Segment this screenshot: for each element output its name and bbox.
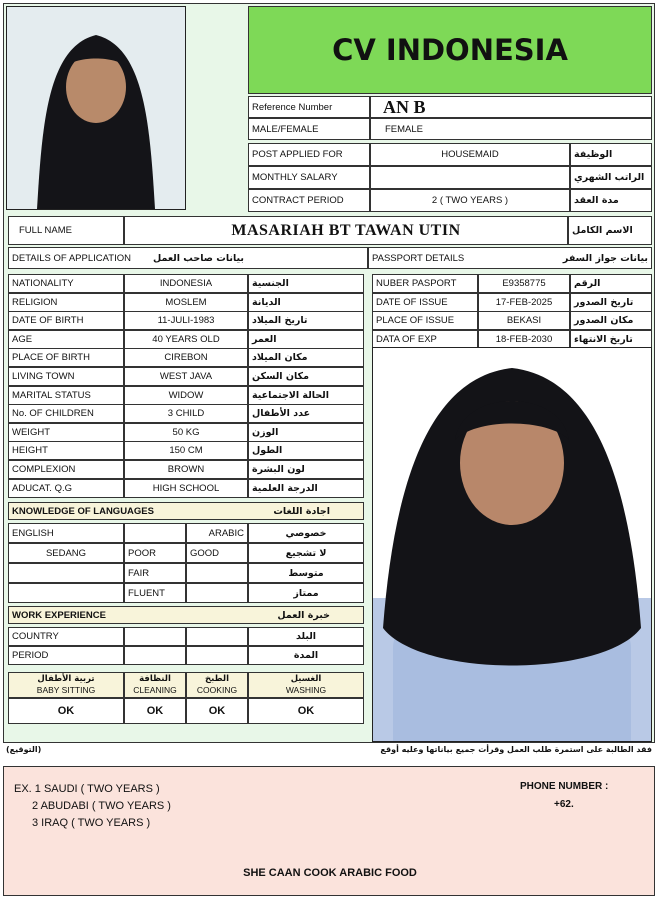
details-application-label: DETAILS OF APPLICATION xyxy=(12,252,131,264)
name-label xyxy=(8,216,124,245)
personal-label: No. OF CHILDREN xyxy=(8,404,124,423)
passport-label: DATA OF EXP xyxy=(372,330,478,349)
passport-value: BEKASI xyxy=(478,311,570,330)
skill-header xyxy=(8,672,124,698)
passport-details-ar: بيانات جواز السفر xyxy=(562,252,648,264)
personal-value: WEST JAVA xyxy=(124,367,248,386)
personal-label: ADUCAT. Q.G xyxy=(8,479,124,498)
personal-ar: الدرجة العلمية xyxy=(248,479,364,498)
personal-value: 50 KG xyxy=(124,423,248,442)
passport-ar: تاريخ الصدور xyxy=(570,293,652,312)
skill-header xyxy=(248,672,364,698)
lang-ar-row2: لا تشجيع xyxy=(248,543,364,563)
passport-ar: مكان الصدور xyxy=(570,311,652,330)
personal-label: DATE OF BIRTH xyxy=(8,311,124,330)
personal-ar: الديانة xyxy=(248,293,364,312)
lang-fluent: FLUENT xyxy=(124,583,186,603)
details-application xyxy=(8,247,368,269)
lang-fair: FAIR xyxy=(124,563,186,583)
lang-ar-row3: متوسط xyxy=(248,563,364,583)
lang-blank2 xyxy=(8,563,124,583)
personal-value: WIDOW xyxy=(124,386,248,405)
salary-label: MONTHLY SALARY xyxy=(248,166,370,189)
skill-header xyxy=(186,672,248,698)
work-country-v2 xyxy=(186,627,248,646)
skill-en: CLEANING xyxy=(133,685,177,695)
personal-label: MARITAL STATUS xyxy=(8,386,124,405)
phone-value: +62. xyxy=(554,799,574,810)
personal-ar: لون البشرة xyxy=(248,460,364,479)
skill-ar: الغسيل xyxy=(290,674,322,684)
personal-label: WEIGHT xyxy=(8,423,124,442)
skill-header xyxy=(124,672,186,698)
cooking-note: SHE CAAN COOK ARABIC FOOD xyxy=(243,867,417,879)
gender-value: FEMALE xyxy=(370,118,652,140)
portrait-photo-small xyxy=(6,6,186,210)
passport-ar: تاريخ الانتهاء xyxy=(570,330,652,349)
title-banner xyxy=(248,6,652,94)
passport-value: 17-FEB-2025 xyxy=(478,293,570,312)
passport-details xyxy=(368,247,652,269)
personal-ar: الوزن xyxy=(248,423,364,442)
lang-blank5 xyxy=(186,583,248,603)
personal-ar: الحالة الاجتماعية xyxy=(248,386,364,405)
contract-ar: مدة العقد xyxy=(570,189,652,212)
work-header xyxy=(8,606,364,624)
ref-value-text: AN B xyxy=(383,96,426,117)
phone-label: PHONE NUMBER : xyxy=(520,781,609,792)
skill-ar: الطبخ xyxy=(205,674,229,684)
work-period-ar: المدة xyxy=(248,646,364,665)
ref-value xyxy=(370,96,652,118)
skill-value: OK xyxy=(124,698,186,724)
personal-value: INDONESIA xyxy=(124,274,248,293)
work-country-ar: البلد xyxy=(248,627,364,646)
salary-value xyxy=(370,166,570,189)
languages-header xyxy=(8,502,364,520)
contract-value: 2 ( TWO YEARS ) xyxy=(370,189,570,212)
skill-en: BABY SITTING xyxy=(36,685,96,695)
lang-arabic: ARABIC xyxy=(186,523,248,543)
post-ar: الوظيفة xyxy=(570,143,652,166)
work-period: PERIOD xyxy=(8,646,124,665)
lang-poor: POOR xyxy=(124,543,186,563)
lang-good: GOOD xyxy=(186,543,248,563)
personal-value: 3 CHILD xyxy=(124,404,248,423)
skill-en: COOKING xyxy=(196,685,238,695)
personal-label: LIVING TOWN xyxy=(8,367,124,386)
lang-ar-row4: ممتاز xyxy=(248,583,364,603)
personal-ar: مكان السكن xyxy=(248,367,364,386)
details-application-ar: بيانات صاحب العمل xyxy=(152,252,244,264)
languages-title-ar: اجادة اللغات xyxy=(273,505,330,517)
skill-en: WASHING xyxy=(285,685,327,695)
passport-value: 18-FEB-2030 xyxy=(478,330,570,349)
personal-value: MOSLEM xyxy=(124,293,248,312)
personal-value: 11-JULI-1983 xyxy=(124,311,248,330)
work-title: WORK EXPERIENCE xyxy=(12,609,106,621)
name-value-text: MASARIAH BT TAWAN UTIN xyxy=(231,221,461,239)
skill-value: OK xyxy=(8,698,124,724)
lang-ar-row1: خصوصي xyxy=(248,523,364,543)
passport-label: NUBER PASPORT xyxy=(372,274,478,293)
personal-value: BROWN xyxy=(124,460,248,479)
name-ar: الاسم الكامل xyxy=(568,216,652,245)
skill-ar: النظافة xyxy=(139,674,171,684)
personal-value: 150 CM xyxy=(124,441,248,460)
experience-item: 2 ABUDABI ( TWO YEARS ) xyxy=(32,800,171,812)
work-country: COUNTRY xyxy=(8,627,124,646)
passport-ar: الرقم xyxy=(570,274,652,293)
page-title: CV INDONESIA xyxy=(332,33,568,67)
salary-ar: الراتب الشهري xyxy=(570,166,652,189)
personal-ar: عدد الأطفال xyxy=(248,404,364,423)
work-title-ar: خبرة العمل xyxy=(277,609,330,621)
skill-ar: تربية الأطفال xyxy=(37,674,95,684)
personal-label: COMPLEXION xyxy=(8,460,124,479)
notes-box xyxy=(3,766,655,896)
personal-value: 40 YEARS OLD xyxy=(124,330,248,349)
personal-value: CIREBON xyxy=(124,348,248,367)
lang-blank4 xyxy=(8,583,124,603)
personal-ar: الجنسية xyxy=(248,274,364,293)
signature-label: (التوقيع) xyxy=(6,745,42,754)
personal-label: AGE xyxy=(8,330,124,349)
lang-blank3 xyxy=(186,563,248,583)
passport-label: DATE OF ISSUE xyxy=(372,293,478,312)
work-country-v1 xyxy=(124,627,186,646)
experience-item: EX. 1 SAUDI ( TWO YEARS ) xyxy=(14,783,160,795)
name-value xyxy=(124,216,568,245)
personal-label: NATIONALITY xyxy=(8,274,124,293)
passport-label: PLACE OF ISSUE xyxy=(372,311,478,330)
experience-item: 3 IRAQ ( TWO YEARS ) xyxy=(32,817,151,829)
personal-label: HEIGHT xyxy=(8,441,124,460)
passport-details-label: PASSPORT DETAILS xyxy=(372,252,465,264)
personal-ar: العمر xyxy=(248,330,364,349)
skill-value: OK xyxy=(248,698,364,724)
lang-english-level: SEDANG xyxy=(8,543,124,563)
languages-title: KNOWLEDGE OF LANGUAGES xyxy=(12,505,154,517)
contract-label: CONTRACT PERIOD xyxy=(248,189,370,212)
ref-label: Reference Number xyxy=(248,96,370,118)
personal-ar: الطول xyxy=(248,441,364,460)
post-value: HOUSEMAID xyxy=(370,143,570,166)
personal-label: PLACE OF BIRTH xyxy=(8,348,124,367)
lang-english: ENGLISH xyxy=(8,523,124,543)
passport-value: E9358775 xyxy=(478,274,570,293)
experience-list xyxy=(14,781,171,832)
full-photo xyxy=(372,347,652,742)
gender-label: MALE/FEMALE xyxy=(248,118,370,140)
personal-ar: مكان الميلاد xyxy=(248,348,364,367)
statement-ar: فقد الطالبة على استمرة طلب العمل وقرأت جميع بياناتها وعليه أوقع xyxy=(380,745,652,754)
post-label: POST APPLIED FOR xyxy=(248,143,370,166)
lang-blank1 xyxy=(124,523,186,543)
work-period-v1 xyxy=(124,646,186,665)
work-period-v2 xyxy=(186,646,248,665)
name-label-text: FULL NAME xyxy=(19,225,72,236)
personal-ar: تاريخ الميلاد xyxy=(248,311,364,330)
skill-value: OK xyxy=(186,698,248,724)
personal-label: RELIGION xyxy=(8,293,124,312)
personal-value: HIGH SCHOOL xyxy=(124,479,248,498)
